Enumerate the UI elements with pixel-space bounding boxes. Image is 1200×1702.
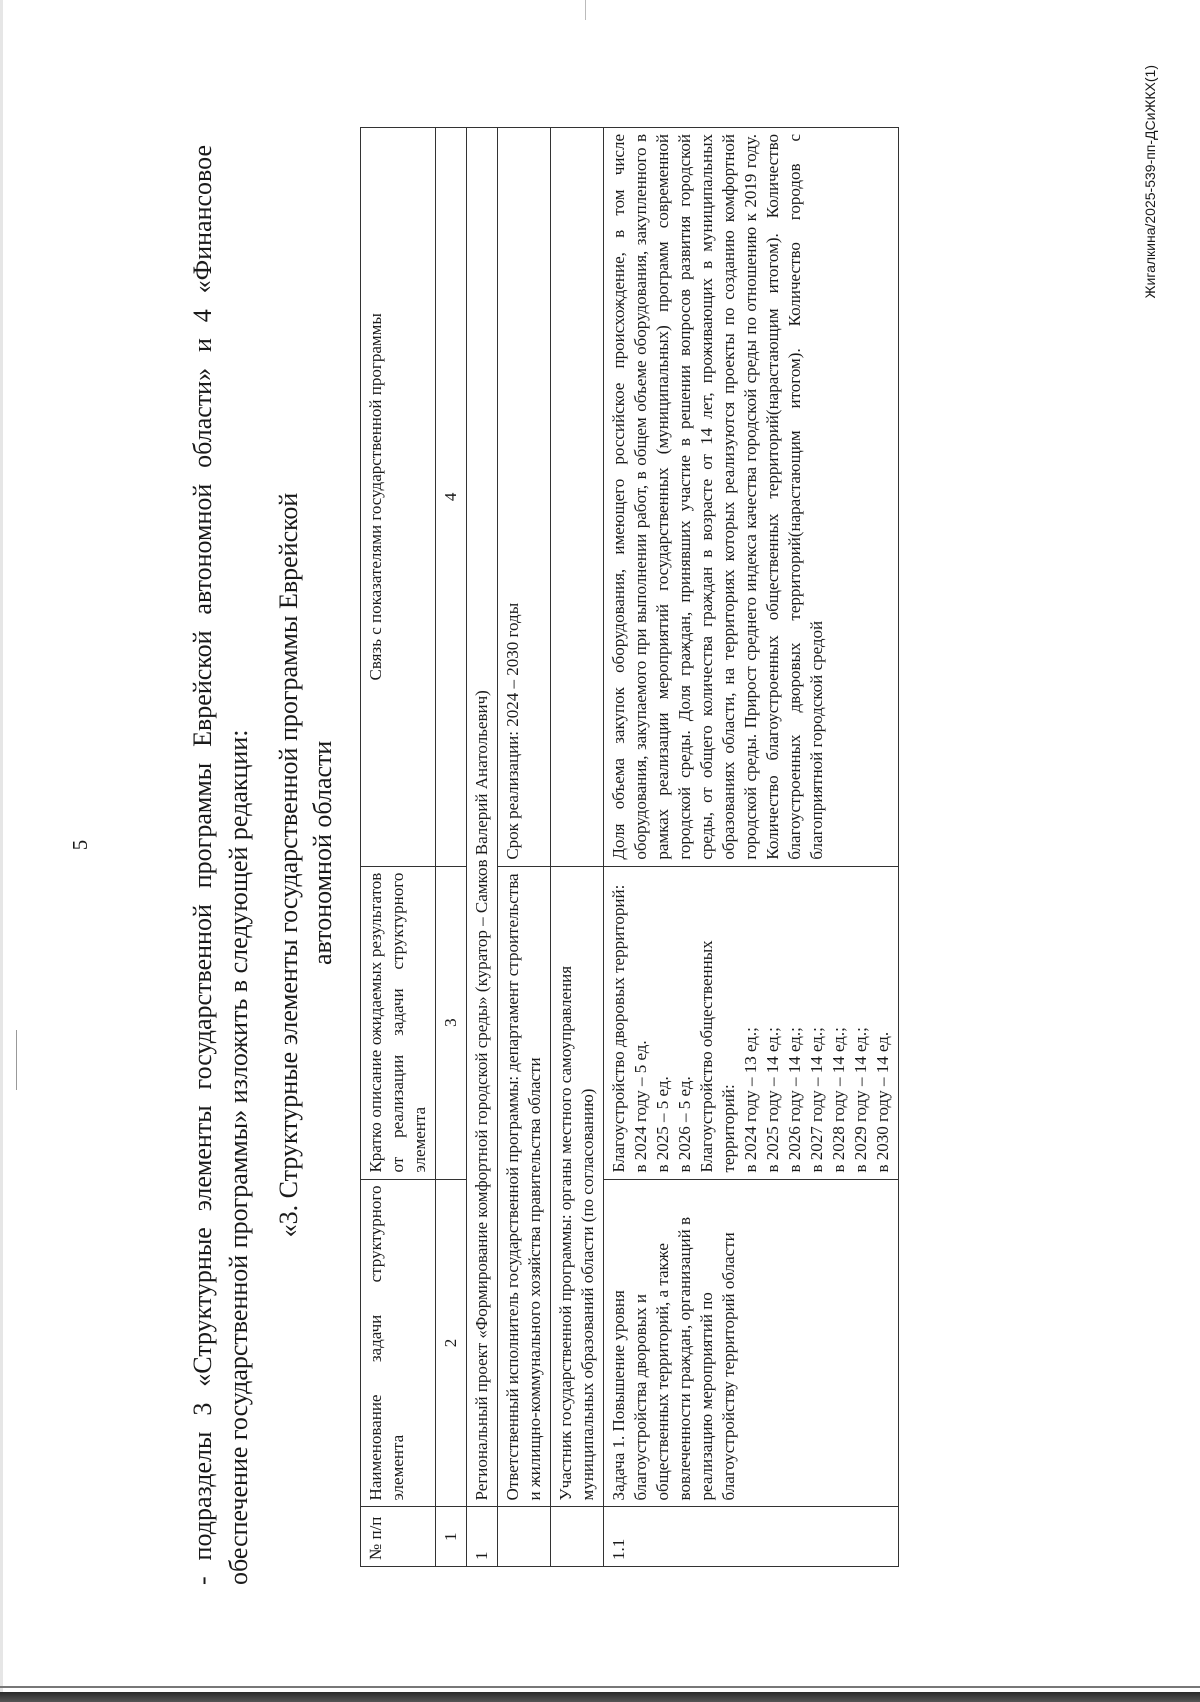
result-line: в 2024 году – 13 ед.; xyxy=(741,1027,760,1173)
task-row xyxy=(604,128,899,1567)
section-heading-line2: автономной области xyxy=(308,740,337,965)
header-cell-results: Кратко описание ожидаемых результатов от реализации задачи структурного элемента xyxy=(361,866,436,1179)
result-line: в 2025 – 5 ед. xyxy=(653,1076,672,1173)
result-line: в 2028 году – 14 ед.; xyxy=(829,1027,848,1173)
task-row-indicators: Доля объема закупок оборудования, имеющего российское происхождение, в том числе оборудования, закупаемого при выполнении работ, в общем объеме оборудования, закупленного в рамках реализации мероприятий государственных (муниципальных) программ современной городской среды. Доля граждан, принявших участие в решении вопросов развития городской среды, от общего количества граждан в возрасте от 14 лет, проживающих в муниципальных образованиях области, на территориях которых реализуются проекты по созданию комфортной городской среды. Прирост среднего индекса качества городской среды по отношению к 2019 году. Количество благоустроенных общественных территорий(нарастающим итогом). Количество благоустроенных дворовых территорий(нарастающим итогом). Количество городов с благоприятной городской средой xyxy=(604,128,899,867)
intro-paragraph: - подразделы 3 «Структурные элементы государственной программы Еврейской автономной области» и 4 «Финансовое обеспечение государственной программы» изложить в следующей редакции: xyxy=(188,145,253,1585)
result-line: в 2027 году – 14 ед.; xyxy=(807,1027,826,1173)
result-line: в 2024 году – 5 ед. xyxy=(631,1040,650,1173)
project-row-text: Региональный проект «Формирование комфортной городской среды» (куратор – Самков Валерий Анатольевич) xyxy=(467,128,498,1507)
column-number: 4 xyxy=(436,128,467,867)
document-footer-code: Жигалкина/2025-539-пп-ДСиЖКХ(1) xyxy=(1142,65,1158,299)
column-number: 3 xyxy=(436,866,467,1179)
empty-cell xyxy=(551,1507,604,1567)
result-line: в 2029 году – 14 ед.; xyxy=(851,1027,870,1173)
scan-tick-side xyxy=(16,1030,17,1090)
section-heading-line1: «3. Структурные элементы государственной программы Еврейской xyxy=(274,492,303,1238)
empty-cell xyxy=(498,1507,551,1567)
page-number: 5 xyxy=(68,839,92,851)
project-row xyxy=(467,128,498,1567)
executor-row-term: Срок реализации: 2024 – 2030 годы xyxy=(498,128,551,867)
rotated-page xyxy=(60,45,1180,1645)
project-row-num: 1 xyxy=(467,1507,498,1567)
header-cell-indicators: Связь с показателями государственной программы xyxy=(361,128,436,867)
column-number-row xyxy=(436,128,467,1567)
empty-cell xyxy=(551,128,604,867)
scan-margin xyxy=(0,0,3,1702)
result-line: в 2030 году – 14 ед. xyxy=(873,1031,892,1173)
column-number: 2 xyxy=(436,1179,467,1507)
scan-edge-line xyxy=(0,1686,1200,1688)
table-header-row xyxy=(361,128,436,1567)
task-row-num: 1.1 xyxy=(604,1507,899,1567)
header-cell-num: № п/п xyxy=(361,1507,436,1567)
participant-row-text: Участник государственной программы: органы местного самоуправления муниципальных образований области (по согласованию) xyxy=(551,866,604,1507)
result-line: Благоустройство дворовых территорий: xyxy=(609,884,628,1173)
scan-edge-bar xyxy=(0,1692,1200,1702)
result-line: Благоустройство общественных территорий: xyxy=(697,940,738,1173)
header-cell-task-name: Наименование задачи структурного элемента xyxy=(361,1179,436,1507)
executor-row-text: Ответственный исполнитель государственной программы: департамент строительства и жилищно-коммунального хозяйства правительства области xyxy=(498,866,551,1507)
scan-tick-top xyxy=(585,0,586,20)
result-line: в 2026 – 5 ед. xyxy=(675,1076,694,1173)
task-row-results xyxy=(604,866,899,1179)
section-heading xyxy=(272,145,340,1585)
structural-elements-table xyxy=(360,127,899,1567)
result-line: в 2025 году – 14 ед.; xyxy=(763,1027,782,1173)
column-number: 1 xyxy=(436,1507,467,1567)
participant-row xyxy=(551,128,604,1567)
result-line: в 2026 году – 14 ед.; xyxy=(785,1027,804,1173)
executor-row xyxy=(498,128,551,1567)
task-row-name: Задача 1. Повышение уровня благоустройства дворовых и общественных территорий, а также вовлеченности граждан, организаций в реализацию мероприятий по благоустройству территорий области xyxy=(604,1179,899,1507)
